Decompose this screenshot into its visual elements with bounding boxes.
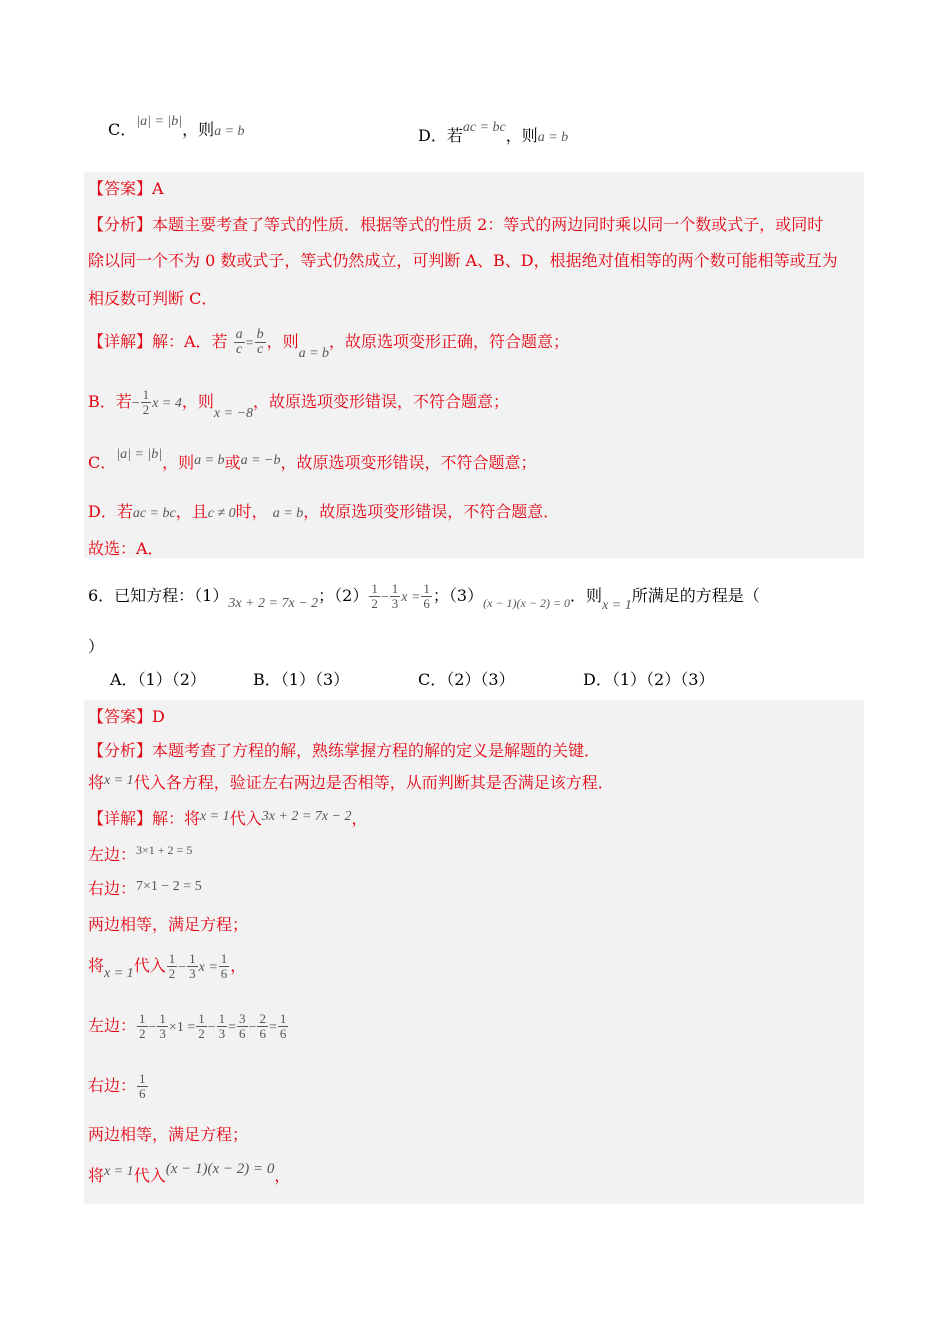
formula: x = −8 [213, 406, 253, 421]
formula: x = 1 [104, 773, 134, 788]
q5-answer-line: 【答案】A [88, 179, 164, 198]
formula: a = −b [240, 453, 281, 468]
fraction: $\frac{1}{6}$ [139, 1071, 146, 1101]
formula: ac = bc [462, 120, 506, 135]
formula: x = 1 [602, 598, 632, 613]
q6-equal-1: 两边相等，满足方程； [88, 915, 249, 934]
formula: 3x + 2 = 7x − 2 [261, 809, 352, 824]
fraction: $\frac{1}{2}$ [371, 581, 378, 611]
formula: 7×1 − 2 = 5 [136, 879, 202, 894]
q6-sub-2: 将x = 1代入 $\frac{1}{2}$ − $\frac{1}{3}$ x = $\frac{1}{6}$ ， [88, 951, 247, 981]
fraction: $\frac{b}{c}$ [256, 327, 264, 357]
q6-option-a: A．（1）（2） [110, 670, 206, 689]
formula: ac = bc [132, 506, 176, 521]
q6-right-2: 右边： $\frac{1}{6}$ [88, 1071, 146, 1101]
q5-analysis-1: 【分析】本题主要考查了等式的性质．根据等式的性质 2：等式的两边同时乘以同一个数或式子，或同时 [88, 215, 824, 234]
q5-conclusion: 故选：A． [88, 539, 164, 558]
q6-equal-2: 两边相等，满足方程； [88, 1125, 249, 1144]
formula: c ≠ 0 [207, 506, 236, 521]
q6-left-2: 左边： $\frac{1}{2}$ − $\frac{1}{3}$ ×1 = $\frac{1}{2}$ − $\frac{1}{3}$ = $\frac{3}{6}$ − $\frac{2}{6}$ = $\frac{1}{6}$ [88, 1011, 287, 1041]
fraction: $\frac{1}{2}$ [142, 387, 150, 417]
q6-option-c: C．（2）（3） [418, 670, 515, 689]
q5-detail-c: C．|a| = |b|，则a = b或a = −b，故原选项变形错误，不符合题意； [88, 447, 537, 472]
q5-analysis-2: 除以同一个不为 0 数或式子，等式仍然成立，可判断 A、B、D，根据绝对值相等的两个数可能相等或互为 [88, 251, 838, 270]
formula: |a| = |b| [116, 447, 163, 462]
formula: x = 1 [104, 1164, 134, 1179]
q6-left-1: 左边：$^{3\times 1 + 2 = 5}$ [88, 843, 193, 864]
formula: (x − 1)(x − 2) = 0 [483, 596, 571, 610]
q6-sub-3: 将x = 1代入(x − 1)(x − 2) = 0， [88, 1161, 291, 1185]
formula: 3×1 + 2 = 5 [136, 843, 193, 857]
formula: a = b [298, 346, 330, 361]
formula: x = 1 [200, 809, 230, 824]
q5-analysis-3: 相反数可判断 C． [88, 289, 218, 308]
q5-detail-b: B．若− $\frac{1}{2}$ x = 4，则x = −8，故原选项变形错误，不符合题意； [88, 387, 509, 421]
q6-analysis-1: 【分析】本题考查了方程的解，熟练掌握方程的解的定义是解题的关键． [88, 741, 601, 760]
formula: x = [198, 960, 218, 975]
formula: a = b [537, 130, 569, 145]
fraction: $\frac{1}{6}$ [220, 951, 228, 981]
q6-answer-line: 【答案】D [88, 707, 165, 726]
formula: |a| = |b| [136, 114, 183, 129]
q6-analysis-2: 将x = 1代入各方程，验证左右两边是否相等，从而判断其是否满足该方程． [88, 773, 614, 792]
q6-detail: 【详解】解：将x = 1代入3x + 2 = 7x − 2， [88, 809, 368, 828]
formula: a = b [214, 124, 245, 139]
fraction: $\frac{a}{c}$ [235, 327, 243, 357]
formula: a = b [272, 506, 304, 521]
q6-option-d: D．（1）（2）（3） [583, 670, 715, 689]
fraction: $\frac{1}{3}$ [218, 1011, 226, 1041]
fraction: $\frac{2}{6}$ [259, 1011, 266, 1041]
formula: x = 1 [104, 966, 134, 981]
q6-option-b: B．（1）（3） [253, 670, 350, 689]
q5-detail-a: 【详解】解：A．若 $\frac{a}{c}$ = $\frac{b}{c}$ ，则a = b，故原选项变形正确，符合题意； [88, 327, 570, 361]
fraction: $\frac{1}{2}$ [139, 1011, 146, 1041]
q6-stem: 6．已知方程：（1）3x + 2 = 7x − 2；（2） $\frac{1}{2}$ − $\frac{1}{3}$ x = $\frac{1}{6}$ ；$(3)_{(x - 1)(x - 2) = 0}$．则x = 1所满足的方程是（ [88, 581, 760, 613]
formula: (x − 1)(x − 2) = 0 [165, 1161, 275, 1177]
fraction: $\frac{3}{6}$ [239, 1011, 246, 1041]
formula: a = b [194, 453, 225, 468]
formula: 3x + 2 = 7x − 2 [228, 596, 319, 611]
fraction: $\frac{1}{3}$ [159, 1011, 166, 1041]
fraction: $\frac{1}{3}$ [189, 951, 196, 981]
q5-detail-d: D．若ac = bc，且c ≠ 0时， a = b，故原选项变形错误，不符合题意． [88, 502, 560, 521]
q5-option-d: D．若ac = bc，则a = b [418, 120, 569, 145]
formula: x = [401, 590, 421, 605]
q5-option-c: C．|a| = |b|，则a = b [108, 114, 245, 139]
formula: x = 4 [152, 396, 182, 411]
fraction: $\frac{1}{6}$ [279, 1011, 287, 1041]
fraction: $\frac{1}{6}$ [423, 581, 430, 611]
fraction: $\frac{1}{2}$ [198, 1011, 205, 1041]
fraction: $\frac{1}{2}$ [168, 951, 176, 981]
q6-right-1: 右边：7×1 − 2 = 5 [88, 879, 202, 898]
q6-close-paren: ） [88, 637, 105, 656]
fraction: $\frac{1}{3}$ [391, 581, 399, 611]
